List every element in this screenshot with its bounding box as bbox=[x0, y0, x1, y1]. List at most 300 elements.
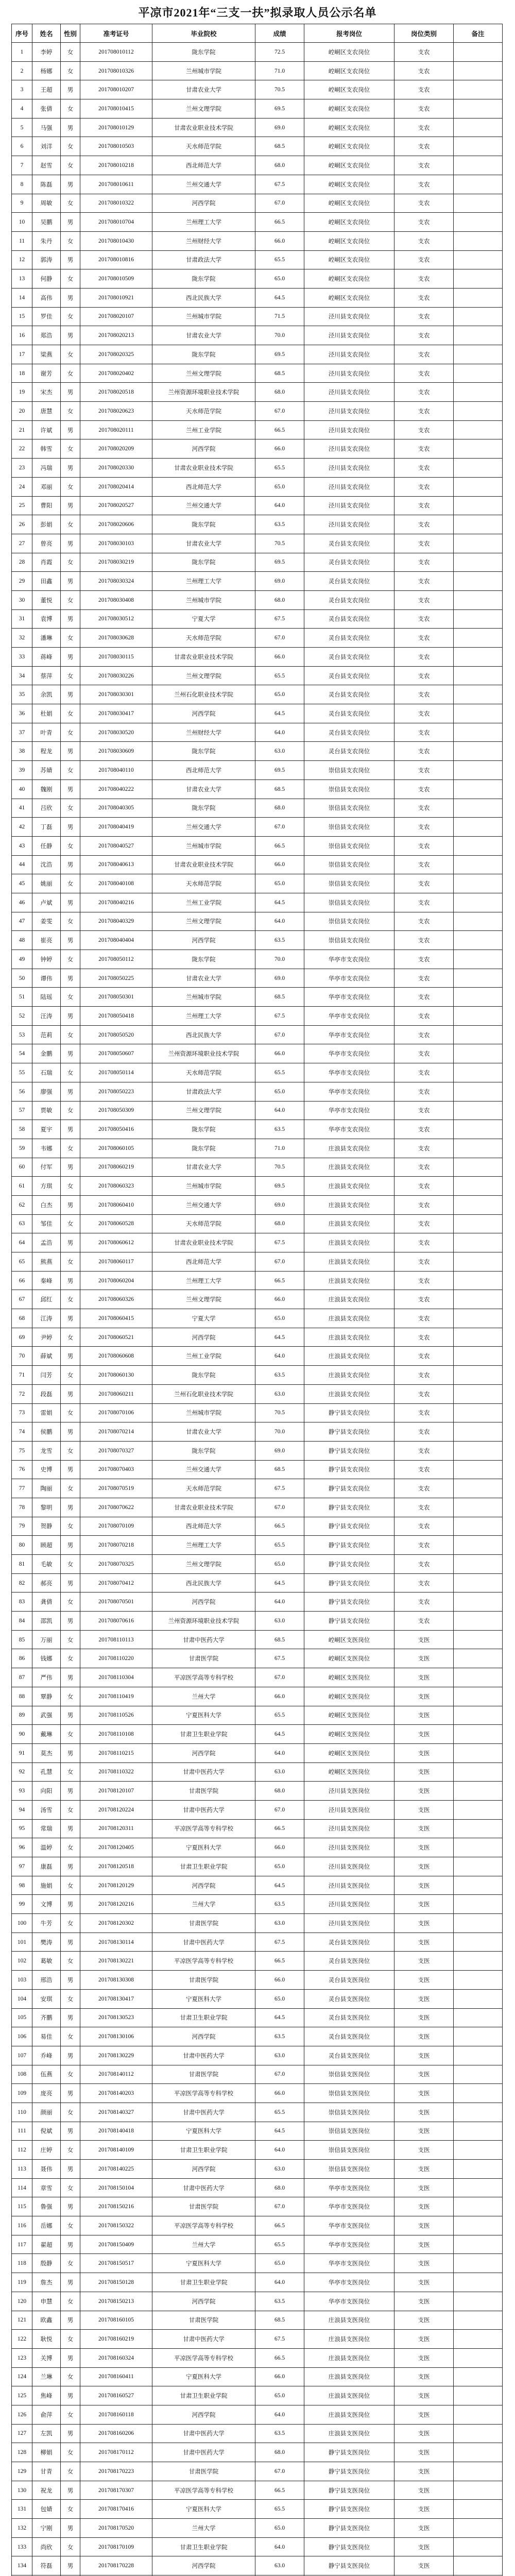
cell-exam-id: 201708020213 bbox=[80, 326, 152, 345]
cell-note bbox=[454, 1876, 503, 1895]
cell-gender: 女 bbox=[61, 666, 80, 685]
cell-category: 支医 bbox=[394, 2330, 454, 2349]
cell-category: 支农 bbox=[394, 723, 454, 742]
cell-exam-id: 201708010129 bbox=[80, 118, 152, 137]
cell-note bbox=[454, 213, 503, 232]
cell-score: 67.0 bbox=[255, 1025, 304, 1044]
table-row bbox=[12, 893, 503, 912]
cell-category: 支农 bbox=[394, 477, 454, 496]
table-row bbox=[12, 1498, 503, 1517]
cell-score: 67.0 bbox=[255, 1800, 304, 1819]
cell-note bbox=[454, 250, 503, 269]
cell-category: 支农 bbox=[394, 818, 454, 837]
cell-category: 支医 bbox=[394, 2235, 454, 2254]
cell-category: 支农 bbox=[394, 515, 454, 534]
cell-category: 支医 bbox=[394, 2481, 454, 2500]
cell-post: 崆峒区支医岗位 bbox=[304, 1743, 394, 1762]
cell-category: 支医 bbox=[394, 2065, 454, 2084]
cell-school: 甘肃卫生职业学院 bbox=[152, 2141, 255, 2160]
cell-name: 施娟 bbox=[32, 1876, 61, 1895]
cell-index: 75 bbox=[12, 1441, 32, 1460]
cell-score: 69.5 bbox=[255, 1177, 304, 1196]
cell-index: 72 bbox=[12, 1384, 32, 1403]
cell-gender: 男 bbox=[61, 1573, 80, 1592]
cell-category: 支医 bbox=[394, 1914, 454, 1933]
cell-category: 支医 bbox=[394, 1668, 454, 1687]
cell-score: 64.5 bbox=[255, 2122, 304, 2141]
cell-name: 范莉 bbox=[32, 1025, 61, 1044]
page-title: 平凉市2021年“三支一扶”拟录取人员公示名单 bbox=[138, 6, 377, 19]
cell-name: 孔慧 bbox=[32, 1762, 61, 1782]
cell-note bbox=[454, 704, 503, 723]
cell-index: 96 bbox=[12, 1838, 32, 1857]
cell-index: 103 bbox=[12, 1971, 32, 1990]
cell-name: 齐鹏 bbox=[32, 2008, 61, 2027]
cell-category: 支农 bbox=[394, 250, 454, 269]
cell-note bbox=[454, 1573, 503, 1592]
cell-gender: 女 bbox=[61, 1989, 80, 2008]
cell-score: 66.5 bbox=[255, 1517, 304, 1536]
cell-post: 崆峒区支农岗位 bbox=[304, 156, 394, 175]
cell-index: 4 bbox=[12, 99, 32, 118]
cell-note bbox=[454, 2481, 503, 2500]
cell-exam-id: 201708050114 bbox=[80, 1063, 152, 1082]
cell-exam-id: 201708030408 bbox=[80, 590, 152, 609]
cell-gender: 男 bbox=[61, 855, 80, 874]
cell-post: 静宁县支农岗位 bbox=[304, 1612, 394, 1631]
cell-exam-id: 201708020107 bbox=[80, 307, 152, 326]
cell-index: 105 bbox=[12, 2008, 32, 2027]
cell-score: 64.5 bbox=[255, 2008, 304, 2027]
cell-note bbox=[454, 1479, 503, 1498]
cell-note bbox=[454, 1460, 503, 1479]
cell-exam-id: 201708010509 bbox=[80, 269, 152, 289]
cell-post: 崆峒区支医岗位 bbox=[304, 1706, 394, 1725]
cell-post: 灵台县支农岗位 bbox=[304, 685, 394, 704]
cell-score: 66.0 bbox=[255, 1971, 304, 1990]
cell-gender: 女 bbox=[61, 1366, 80, 1385]
cell-category: 支农 bbox=[394, 80, 454, 99]
cell-exam-id: 201708070327 bbox=[80, 1441, 152, 1460]
cell-gender: 男 bbox=[61, 2084, 80, 2103]
cell-note bbox=[454, 2519, 503, 2538]
cell-school: 西北师范大学 bbox=[152, 1517, 255, 1536]
cell-school: 河西学院 bbox=[152, 1592, 255, 1612]
cell-post: 崇信县支农岗位 bbox=[304, 799, 394, 818]
cell-post: 庄浪县支农岗位 bbox=[304, 1233, 394, 1252]
cell-score: 68.0 bbox=[255, 799, 304, 818]
cell-note bbox=[454, 1819, 503, 1838]
cell-post: 崇信县支农岗位 bbox=[304, 818, 394, 837]
cell-exam-id: 201708170228 bbox=[80, 2556, 152, 2575]
cell-score: 67.0 bbox=[255, 2197, 304, 2216]
cell-category: 支医 bbox=[394, 2122, 454, 2141]
cell-name: 祝龙 bbox=[32, 2481, 61, 2500]
cell-category: 支医 bbox=[394, 2178, 454, 2197]
cell-school: 河西学院 bbox=[152, 704, 255, 723]
cell-category: 支农 bbox=[394, 307, 454, 326]
cell-name: 杜娟 bbox=[32, 704, 61, 723]
cell-gender: 男 bbox=[61, 2197, 80, 2216]
cell-index: 91 bbox=[12, 1743, 32, 1762]
cell-gender: 女 bbox=[61, 1555, 80, 1574]
table-row bbox=[12, 288, 503, 307]
cell-exam-id: 201708070109 bbox=[80, 1517, 152, 1536]
cell-category: 支医 bbox=[394, 2046, 454, 2065]
cell-note bbox=[454, 609, 503, 629]
cell-score: 65.0 bbox=[255, 1989, 304, 2008]
header-name: 姓名 bbox=[32, 24, 61, 43]
cell-gender: 男 bbox=[61, 2311, 80, 2330]
table-row bbox=[12, 2443, 503, 2462]
cell-name: 杨娜 bbox=[32, 61, 61, 80]
cell-exam-id: 201708060323 bbox=[80, 1177, 152, 1196]
cell-note bbox=[454, 2311, 503, 2330]
table-row bbox=[12, 515, 503, 534]
cell-gender: 女 bbox=[61, 2537, 80, 2556]
cell-school: 天水师范学院 bbox=[152, 629, 255, 648]
cell-index: 101 bbox=[12, 1933, 32, 1952]
cell-name: 魏刚 bbox=[32, 779, 61, 799]
cell-school: 河西学院 bbox=[152, 2160, 255, 2179]
cell-category: 支农 bbox=[394, 1441, 454, 1460]
cell-gender: 男 bbox=[61, 1857, 80, 1876]
cell-score: 67.5 bbox=[255, 1933, 304, 1952]
cell-school: 甘肃政法大学 bbox=[152, 250, 255, 269]
cell-gender: 男 bbox=[61, 1971, 80, 1990]
cell-note bbox=[454, 950, 503, 969]
cell-category: 支农 bbox=[394, 326, 454, 345]
cell-school: 西北师范大学 bbox=[152, 477, 255, 496]
cell-school: 陇东学院 bbox=[152, 515, 255, 534]
cell-exam-id: 201708110108 bbox=[80, 1725, 152, 1744]
cell-category: 支农 bbox=[394, 496, 454, 515]
cell-category: 支农 bbox=[394, 1158, 454, 1177]
table-row bbox=[12, 2065, 503, 2084]
cell-category: 支农 bbox=[394, 1573, 454, 1592]
cell-school: 陇东学院 bbox=[152, 1139, 255, 1158]
cell-category: 支医 bbox=[394, 1743, 454, 1762]
cell-gender: 男 bbox=[61, 420, 80, 439]
cell-score: 70.5 bbox=[255, 1403, 304, 1422]
cell-school: 甘肃农业职业技术学院 bbox=[152, 855, 255, 874]
cell-gender: 女 bbox=[61, 2330, 80, 2349]
cell-school: 兰州大学 bbox=[152, 1895, 255, 1914]
cell-exam-id: 201708060117 bbox=[80, 1252, 152, 1272]
table-row bbox=[12, 1895, 503, 1914]
table-row bbox=[12, 2330, 503, 2349]
header-exam-id: 准考证号 bbox=[80, 24, 152, 43]
cell-school: 兰州理工大学 bbox=[152, 1271, 255, 1290]
cell-school: 兰州大学 bbox=[152, 2235, 255, 2254]
cell-gender: 男 bbox=[61, 2556, 80, 2575]
cell-gender: 女 bbox=[61, 2443, 80, 2462]
cell-score: 67.0 bbox=[255, 629, 304, 648]
cell-index: 109 bbox=[12, 2084, 32, 2103]
cell-index: 77 bbox=[12, 1479, 32, 1498]
cell-name: 樊涛 bbox=[32, 1933, 61, 1952]
cell-note bbox=[454, 2386, 503, 2405]
cell-score: 69.0 bbox=[255, 118, 304, 137]
cell-note bbox=[454, 779, 503, 799]
cell-index: 11 bbox=[12, 231, 32, 250]
cell-score: 63.5 bbox=[255, 515, 304, 534]
cell-note bbox=[454, 2556, 503, 2575]
cell-exam-id: 201708060608 bbox=[80, 1347, 152, 1366]
cell-note bbox=[454, 1290, 503, 1309]
table-row bbox=[12, 2311, 503, 2330]
cell-gender: 女 bbox=[61, 836, 80, 855]
cell-score: 66.5 bbox=[255, 1271, 304, 1290]
cell-post: 庄浪县支医岗位 bbox=[304, 2367, 394, 2386]
cell-note bbox=[454, 99, 503, 118]
cell-index: 59 bbox=[12, 1139, 32, 1158]
cell-exam-id: 201708110526 bbox=[80, 1706, 152, 1725]
cell-note bbox=[454, 534, 503, 553]
cell-name: 向阳 bbox=[32, 1782, 61, 1801]
table-row bbox=[12, 99, 503, 118]
cell-score: 68.0 bbox=[255, 2178, 304, 2197]
cell-note bbox=[454, 420, 503, 439]
table-row bbox=[12, 931, 503, 950]
cell-gender: 女 bbox=[61, 874, 80, 893]
cell-name: 田鑫 bbox=[32, 572, 61, 591]
cell-name: 万丽 bbox=[32, 1630, 61, 1649]
cell-post: 静宁县支农岗位 bbox=[304, 1403, 394, 1422]
cell-score: 67.5 bbox=[255, 2330, 304, 2349]
cell-post: 庄浪县支农岗位 bbox=[304, 1177, 394, 1196]
cell-name: 邱红 bbox=[32, 1290, 61, 1309]
cell-post: 灵台县支医岗位 bbox=[304, 1989, 394, 2008]
cell-score: 63.5 bbox=[255, 2292, 304, 2311]
table-row bbox=[12, 1725, 503, 1744]
cell-note bbox=[454, 874, 503, 893]
cell-school: 兰州工业学院 bbox=[152, 420, 255, 439]
cell-category: 支医 bbox=[394, 1952, 454, 1971]
cell-gender: 女 bbox=[61, 307, 80, 326]
cell-index: 112 bbox=[12, 2141, 32, 2160]
cell-note bbox=[454, 1120, 503, 1139]
cell-index: 20 bbox=[12, 402, 32, 421]
cell-school: 平凉医学高等专科学校 bbox=[152, 1952, 255, 1971]
cell-exam-id: 201708130221 bbox=[80, 1952, 152, 1971]
cell-school: 天水师范学院 bbox=[152, 874, 255, 893]
cell-score: 67.0 bbox=[255, 2065, 304, 2084]
cell-exam-id: 201708050309 bbox=[80, 1101, 152, 1120]
cell-score: 63.0 bbox=[255, 1762, 304, 1782]
cell-gender: 男 bbox=[61, 459, 80, 478]
cell-school: 甘肃中医药大学 bbox=[152, 1800, 255, 1819]
cell-score: 66.0 bbox=[255, 1838, 304, 1857]
cell-note bbox=[454, 364, 503, 383]
cell-post: 灵台县支医岗位 bbox=[304, 1952, 394, 1971]
cell-school: 宁夏医科大学 bbox=[152, 2122, 255, 2141]
cell-score: 66.5 bbox=[255, 2481, 304, 2500]
cell-name: 乔峰 bbox=[32, 2046, 61, 2065]
cell-category: 支医 bbox=[394, 1800, 454, 1819]
cell-exam-id: 201708030226 bbox=[80, 666, 152, 685]
table-row bbox=[12, 2556, 503, 2575]
cell-score: 68.5 bbox=[255, 364, 304, 383]
cell-category: 支农 bbox=[394, 988, 454, 1007]
cell-score: 69.5 bbox=[255, 345, 304, 364]
cell-school: 甘肃中医药大学 bbox=[152, 2046, 255, 2065]
cell-index: 3 bbox=[12, 80, 32, 99]
cell-name: 易佳 bbox=[32, 2027, 61, 2046]
cell-gender: 女 bbox=[61, 950, 80, 969]
cell-school: 甘肃卫生职业学院 bbox=[152, 2273, 255, 2292]
cell-score: 65.5 bbox=[255, 2235, 304, 2254]
cell-category: 支农 bbox=[394, 931, 454, 950]
cell-name: 安琪 bbox=[32, 1989, 61, 2008]
cell-note bbox=[454, 1214, 503, 1233]
table-row bbox=[12, 1933, 503, 1952]
cell-score: 67.5 bbox=[255, 175, 304, 194]
cell-index: 66 bbox=[12, 1271, 32, 1290]
cell-note bbox=[454, 2027, 503, 2046]
cell-exam-id: 201708060612 bbox=[80, 1233, 152, 1252]
cell-school: 兰州城市学院 bbox=[152, 836, 255, 855]
cell-index: 15 bbox=[12, 307, 32, 326]
cell-index: 35 bbox=[12, 685, 32, 704]
cell-post: 庄浪县支农岗位 bbox=[304, 1328, 394, 1347]
cell-index: 106 bbox=[12, 2027, 32, 2046]
cell-exam-id: 201708020111 bbox=[80, 420, 152, 439]
cell-index: 90 bbox=[12, 1725, 32, 1744]
cell-exam-id: 201708020518 bbox=[80, 383, 152, 402]
cell-exam-id: 201708110304 bbox=[80, 1668, 152, 1687]
cell-gender: 女 bbox=[61, 2500, 80, 2519]
cell-school: 甘肃农业职业技术学院 bbox=[152, 648, 255, 667]
cell-category: 支农 bbox=[394, 1252, 454, 1272]
cell-exam-id: 201708010816 bbox=[80, 250, 152, 269]
cell-name: 姜雯 bbox=[32, 912, 61, 931]
cell-score: 65.0 bbox=[255, 2254, 304, 2273]
cell-index: 49 bbox=[12, 950, 32, 969]
cell-school: 西北师范大学 bbox=[152, 156, 255, 175]
cell-index: 111 bbox=[12, 2122, 32, 2141]
cell-post: 泾川县支农岗位 bbox=[304, 345, 394, 364]
cell-post: 崇信县支医岗位 bbox=[304, 2122, 394, 2141]
cell-category: 支农 bbox=[394, 742, 454, 761]
header-school: 毕业院校 bbox=[152, 24, 255, 43]
cell-name: 左凯 bbox=[32, 2424, 61, 2443]
cell-gender: 女 bbox=[61, 2405, 80, 2424]
table-row bbox=[12, 439, 503, 459]
table-row bbox=[12, 1460, 503, 1479]
cell-score: 68.5 bbox=[255, 137, 304, 156]
cell-exam-id: 201708150322 bbox=[80, 2216, 152, 2235]
cell-gender: 男 bbox=[61, 1271, 80, 1290]
cell-score: 71.0 bbox=[255, 1139, 304, 1158]
table-row bbox=[12, 1743, 503, 1762]
cell-post: 灵台县支医岗位 bbox=[304, 1971, 394, 1990]
cell-note bbox=[454, 2537, 503, 2556]
cell-school: 宁夏医科大学 bbox=[152, 2367, 255, 2386]
cell-gender: 男 bbox=[61, 326, 80, 345]
cell-gender: 男 bbox=[61, 1536, 80, 1555]
table-row bbox=[12, 1214, 503, 1233]
cell-exam-id: 201708010322 bbox=[80, 194, 152, 213]
cell-school: 甘肃医学院 bbox=[152, 1649, 255, 1668]
cell-exam-id: 201708070501 bbox=[80, 1592, 152, 1612]
cell-post: 华亭市支农岗位 bbox=[304, 1120, 394, 1139]
table-row bbox=[12, 1025, 503, 1044]
cell-name: 温婷 bbox=[32, 1838, 61, 1857]
cell-note bbox=[454, 2046, 503, 2065]
cell-index: 126 bbox=[12, 2405, 32, 2424]
cell-index: 22 bbox=[12, 439, 32, 459]
cell-name: 江涛 bbox=[32, 1309, 61, 1328]
cell-gender: 男 bbox=[61, 1347, 80, 1366]
cell-category: 支农 bbox=[394, 1195, 454, 1214]
cell-exam-id: 201708120405 bbox=[80, 1838, 152, 1857]
cell-school: 甘肃农业大学 bbox=[152, 1422, 255, 1442]
cell-post: 崆峒区支农岗位 bbox=[304, 80, 394, 99]
cell-name: 陈磊 bbox=[32, 175, 61, 194]
cell-note bbox=[454, 1403, 503, 1422]
cell-category: 支农 bbox=[394, 175, 454, 194]
cell-note bbox=[454, 1441, 503, 1460]
cell-category: 支医 bbox=[394, 1971, 454, 1990]
cell-post: 崆峒区支农岗位 bbox=[304, 194, 394, 213]
cell-name: 闫芳 bbox=[32, 1366, 61, 1385]
cell-category: 支农 bbox=[394, 1309, 454, 1328]
cell-name: 姚丽 bbox=[32, 874, 61, 893]
cell-exam-id: 201708140418 bbox=[80, 2122, 152, 2141]
cell-index: 10 bbox=[12, 213, 32, 232]
cell-index: 113 bbox=[12, 2160, 32, 2179]
cell-gender: 女 bbox=[61, 2367, 80, 2386]
cell-school: 甘肃中医药大学 bbox=[152, 1630, 255, 1649]
cell-exam-id: 201708060105 bbox=[80, 1139, 152, 1158]
cell-name: 郝亮 bbox=[32, 1573, 61, 1592]
cell-name: 章雪 bbox=[32, 2178, 61, 2197]
cell-category: 支农 bbox=[394, 1271, 454, 1290]
cell-name: 汤雪 bbox=[32, 1800, 61, 1819]
cell-category: 支农 bbox=[394, 364, 454, 383]
cell-category: 支医 bbox=[394, 2443, 454, 2462]
cell-name: 白杰 bbox=[32, 1195, 61, 1214]
cell-gender: 男 bbox=[61, 2160, 80, 2179]
cell-exam-id: 201708030628 bbox=[80, 629, 152, 648]
cell-category: 支医 bbox=[394, 2254, 454, 2273]
cell-category: 支农 bbox=[394, 213, 454, 232]
cell-school: 河西学院 bbox=[152, 1876, 255, 1895]
cell-index: 117 bbox=[12, 2235, 32, 2254]
cell-name: 夏宇 bbox=[32, 1120, 61, 1139]
cell-note bbox=[454, 666, 503, 685]
cell-index: 56 bbox=[12, 1082, 32, 1101]
cell-category: 支医 bbox=[394, 2027, 454, 2046]
cell-category: 支农 bbox=[394, 1384, 454, 1403]
cell-gender: 男 bbox=[61, 1384, 80, 1403]
cell-index: 42 bbox=[12, 818, 32, 837]
cell-category: 支医 bbox=[394, 1725, 454, 1744]
table-row bbox=[12, 250, 503, 269]
cell-school: 甘肃医学院 bbox=[152, 1782, 255, 1801]
cell-school: 甘肃中医药大学 bbox=[152, 2330, 255, 2349]
cell-index: 89 bbox=[12, 1706, 32, 1725]
cell-exam-id: 201708170223 bbox=[80, 2462, 152, 2481]
cell-score: 66.5 bbox=[255, 213, 304, 232]
cell-name: 朱丹 bbox=[32, 231, 61, 250]
cell-school: 兰州交通大学 bbox=[152, 175, 255, 194]
cell-index: 73 bbox=[12, 1403, 32, 1422]
cell-gender: 男 bbox=[61, 779, 80, 799]
cell-school: 兰州资源环境职业技术学院 bbox=[152, 1612, 255, 1631]
cell-name: 曹阳 bbox=[32, 496, 61, 515]
